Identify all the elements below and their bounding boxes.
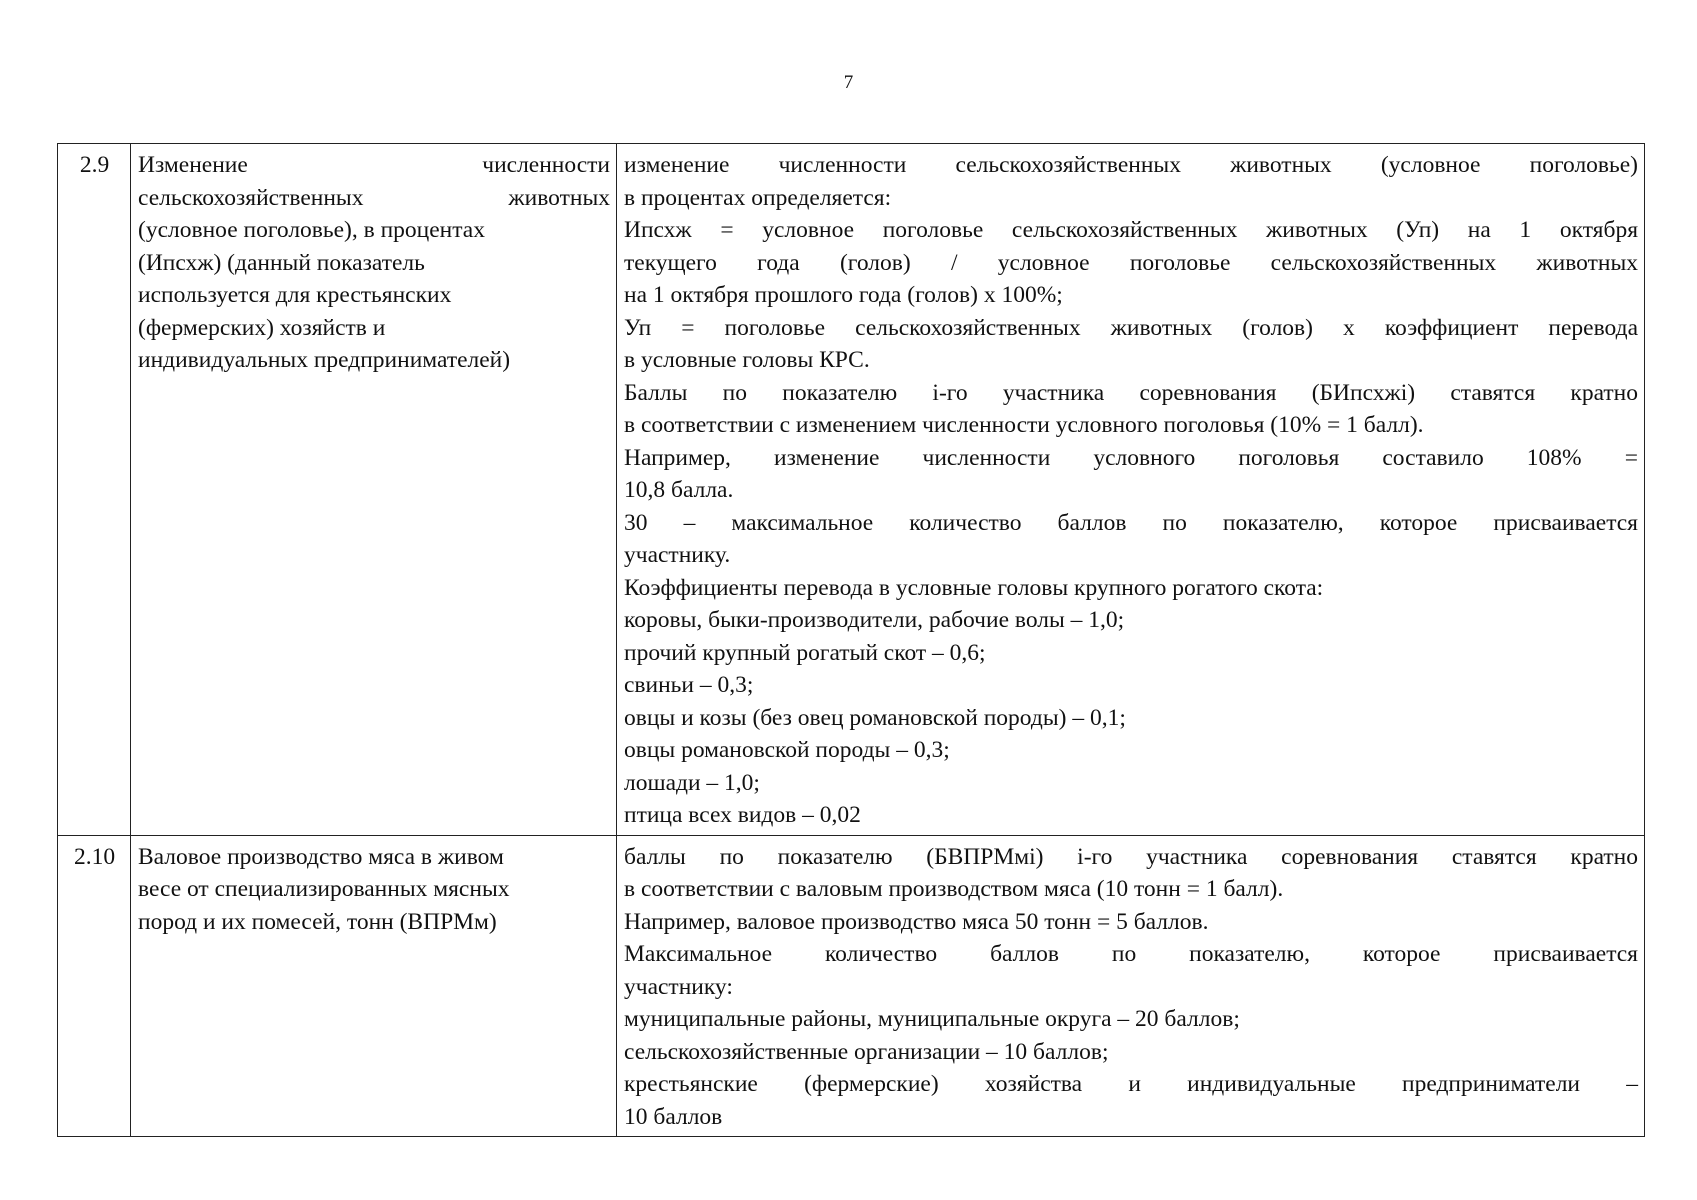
criteria-table: [57, 143, 1645, 1137]
calculation-method-line: участнику.: [624, 542, 731, 568]
page-number: 7: [843, 72, 854, 93]
indicator-name-line: (Ипсхж) (данный показатель: [138, 249, 425, 276]
calculation-method-line: овцы романовской породы – 0,3;: [624, 737, 950, 763]
indicator-name-line: сельскохозяйственных животных: [138, 184, 610, 211]
calculation-method-line: лошади – 1,0;: [624, 769, 760, 796]
calculation-method-line: сельскохозяйственные организации – 10 баллов;: [624, 1038, 1109, 1065]
calculation-method-cell: [617, 835, 1645, 1137]
calculation-method-line: изменение численности сельскохозяйственных животных (условное поголовье): [624, 152, 1638, 178]
calculation-method-line: 30 – максимальное количество баллов по показателю, которое присваивается: [624, 509, 1638, 536]
calculation-method-line: текущего года (голов) / условное поголовье сельскохозяйственных животных: [624, 249, 1638, 276]
calculation-method-line: в соответствии с изменением численности условного поголовья (10% = 1 балл).: [624, 412, 1424, 438]
calculation-method-line: Уп = поголовье сельскохозяйственных животных (голов) х коэффициент перевода: [624, 314, 1638, 341]
indicator-name-line: используется для крестьянских: [138, 282, 452, 308]
calculation-method-line: Например, изменение численности условного поголовья составило 108% =: [624, 444, 1638, 471]
indicator-name-line: весе от специализированных мясных: [138, 876, 510, 902]
indicator-name-line: (условное поголовье), в процентах: [138, 217, 485, 243]
calculation-method-line: баллы по показателю (БВПРМмi) i-го участника соревнования ставятся кратно: [624, 843, 1638, 870]
indicator-name-cell: [131, 144, 617, 836]
table-row: [58, 835, 1645, 1137]
calculation-method-line: прочий крупный рогатый скот – 0,6;: [624, 639, 986, 666]
calculation-method-line: Максимальное количество баллов по показателю, которое присваивается: [624, 941, 1638, 967]
row-number-cell: 2.10: [58, 835, 131, 1137]
calculation-method-line: крестьянские (фермерские) хозяйства и индивидуальные предприниматели –: [624, 1071, 1638, 1097]
indicator-name-line: (фермерских) хозяйств и: [138, 314, 386, 341]
calculation-method-line: птица всех видов – 0,02: [624, 802, 861, 828]
calculation-method-line: Баллы по показателю i-го участника соревнования (БИпсхжi) ставятся кратно: [624, 379, 1638, 406]
calculation-method-line: в соответствии с валовым производством мяса (10 тонн = 1 балл).: [624, 876, 1284, 902]
calculation-method-line: 10 баллов: [624, 1103, 723, 1130]
indicator-name-line: индивидуальных предпринимателей): [138, 347, 511, 373]
calculation-method-line: на 1 октября прошлого года (голов) х 100%;: [624, 282, 1063, 308]
criteria-table-body: [58, 144, 1645, 1137]
calculation-method-cell: [617, 144, 1645, 836]
calculation-method-line: овцы и козы (без овец романовской породы) – 0,1;: [624, 704, 1126, 731]
calculation-method-line: муниципальные районы, муниципальные округа – 20 баллов;: [624, 1006, 1240, 1032]
indicator-name-line: Изменение численности: [138, 152, 610, 178]
calculation-method-line: в процентах определяется:: [624, 184, 892, 211]
calculation-method-line: Ипсхж = условное поголовье сельскохозяйственных животных (Уп) на 1 октября: [624, 217, 1638, 243]
row-number-cell: 2.9: [58, 144, 131, 836]
calculation-method-line: Например, валовое производство мяса 50 тонн = 5 баллов.: [624, 908, 1209, 935]
table-row: [58, 144, 1645, 836]
calculation-method-line: Коэффициенты перевода в условные головы крупного рогатого скота:: [624, 574, 1324, 601]
indicator-name-line: Валовое производство мяса в живом: [138, 843, 504, 870]
indicator-name-line: пород и их помесей, тонн (ВПРМм): [138, 908, 497, 935]
calculation-method-line: в условные головы КРС.: [624, 347, 870, 373]
calculation-method-line: участнику:: [624, 973, 733, 1000]
calculation-method-line: 10,8 балла.: [624, 477, 734, 503]
calculation-method-line: коровы, быки-производители, рабочие волы – 1,0;: [624, 607, 1125, 633]
calculation-method-line: свиньи – 0,3;: [624, 672, 754, 698]
indicator-name-cell: [131, 835, 617, 1137]
